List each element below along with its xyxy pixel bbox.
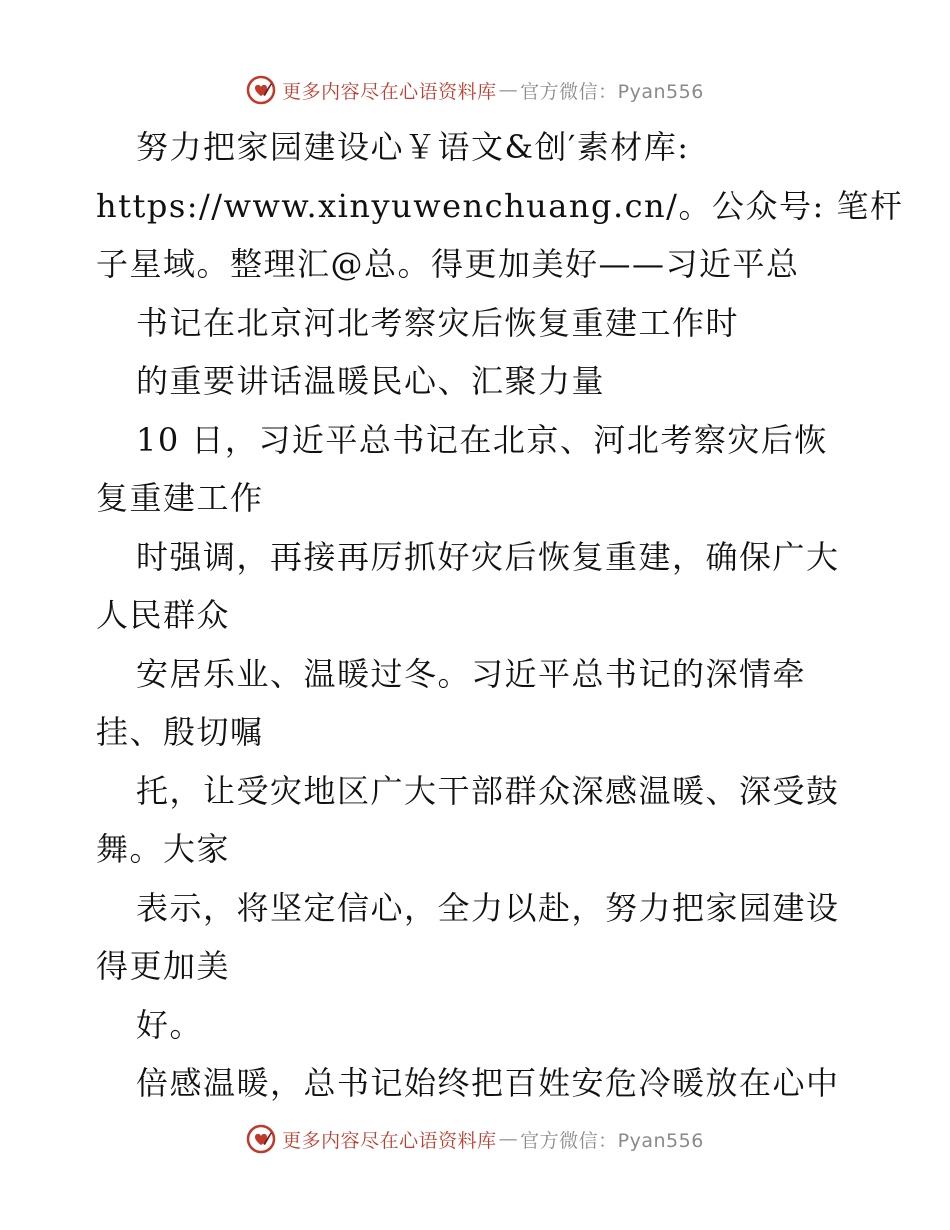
- body-line: 挂、殷切嘱: [96, 713, 264, 751]
- header-brand-text: 更多内容尽在心语资料库: [282, 80, 497, 103]
- footer-brand-text: 更多内容尽在心语资料库: [282, 1129, 497, 1152]
- header-banner: [0, 70, 950, 110]
- body-line: 10 日，习近平总书记在北京、河北考察灾后恢: [136, 420, 828, 459]
- quill-heart-logo-icon: [246, 75, 276, 105]
- footer-banner: [0, 1119, 950, 1159]
- body-line: 人民群众: [96, 596, 231, 634]
- body-line: 好。: [136, 1005, 204, 1044]
- document-body: [96, 118, 904, 1113]
- body-line: 安居乐业、温暖过冬。习近平总书记的深情牵: [136, 654, 807, 693]
- footer-dash: —: [498, 1128, 519, 1150]
- body-line: 书记在北京河北考察灾后恢复重建工作时: [136, 303, 740, 342]
- body-line: 舞。大家: [96, 830, 231, 868]
- body-line: 得更加美: [96, 947, 231, 985]
- body-line: 倍感温暖，总书记始终把百姓安危冷暖放在心中: [136, 1064, 840, 1102]
- quill-heart-logo-icon: [246, 1124, 276, 1154]
- body-line: 子星域。整理汇@总。得更加美好——习近平总: [96, 245, 800, 283]
- body-line: https://www.xinyuwenchuang.cn/。公众号: 笔杆: [96, 186, 904, 225]
- body-line: 的重要讲话温暖民心、汇聚力量: [136, 362, 606, 400]
- body-line: 努力把家园建设心￥语文&创′素材库:: [136, 128, 690, 166]
- body-line: 表示，将坚定信心，全力以赴，努力把家园建设: [136, 888, 840, 927]
- body-line: 托，让受灾地区广大干部群众深感温暖、深受鼓: [136, 771, 840, 810]
- body-line: 复重建工作: [96, 479, 264, 517]
- header-dash: —: [498, 79, 519, 101]
- body-line: 时强调，再接再厉抓好灾后恢复重建，确保广大: [136, 537, 840, 576]
- footer-wechat-text: 官方微信：Pyan556: [520, 1129, 704, 1152]
- header-wechat-text: 官方微信：Pyan556: [520, 80, 704, 103]
